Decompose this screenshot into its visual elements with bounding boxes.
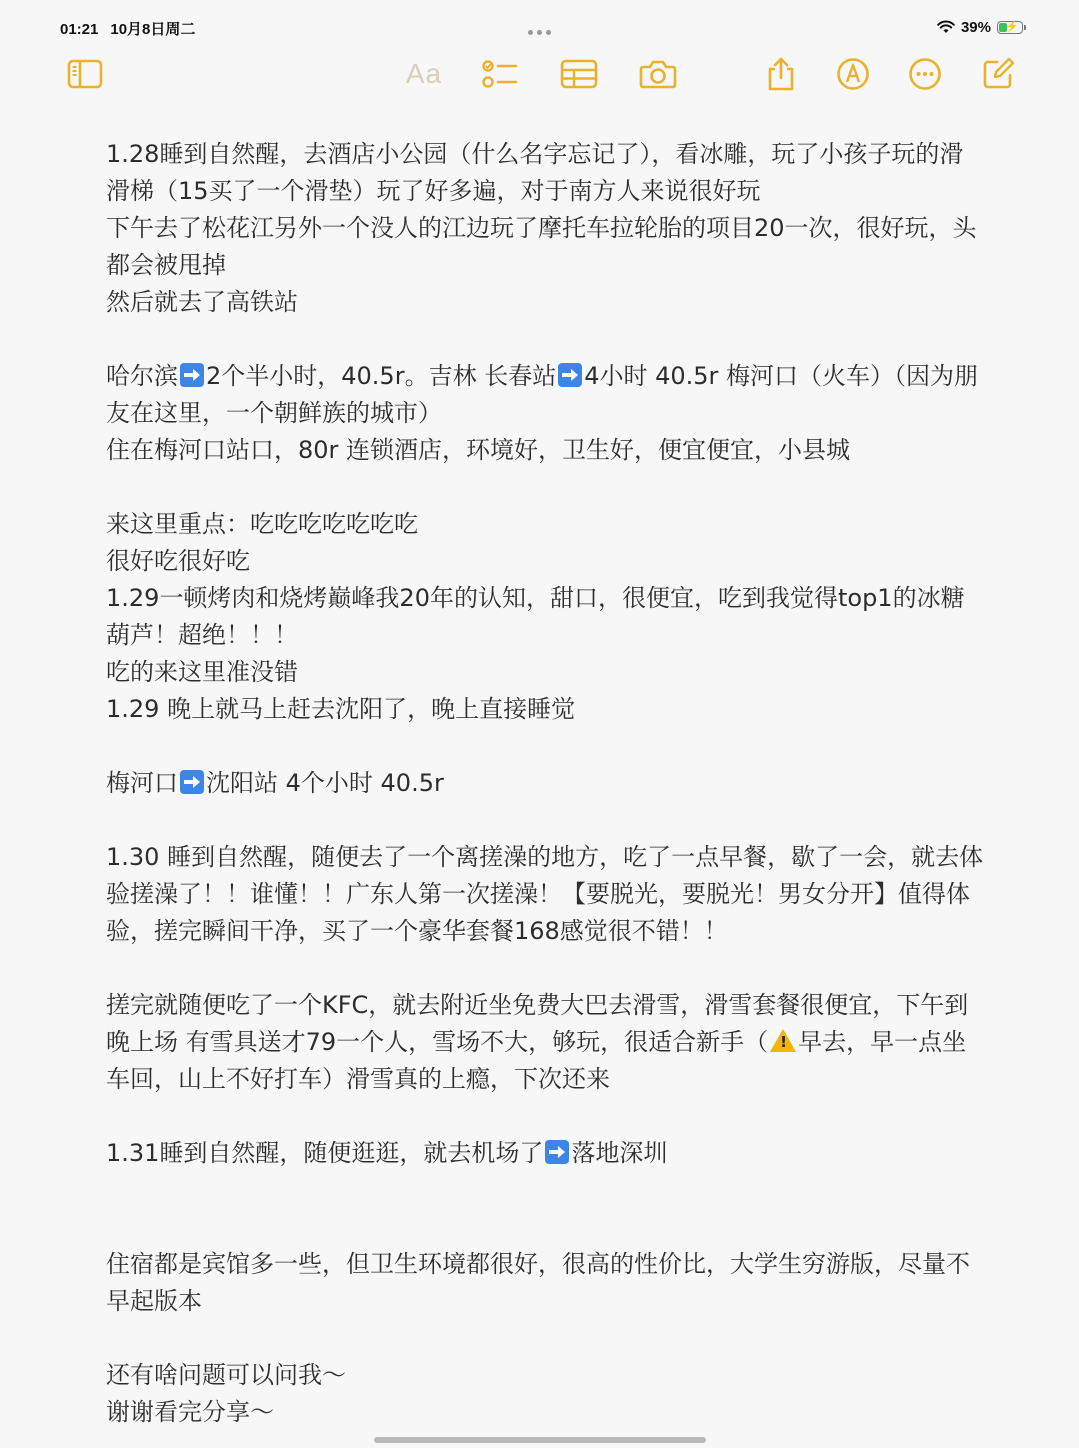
note-line	[106, 987, 986, 1098]
charging-bolt-icon: ⚡	[1005, 20, 1019, 33]
note-text: 4小时 40.5r 梅河口（火车）（因为朋友在这里，一个朝鲜族的城市）	[106, 362, 979, 427]
wifi-icon	[937, 20, 955, 34]
note-line: 1.29一顿烤肉和烧烤巅峰我20年的认知，甜口，很便宜，吃到我觉得top1的冰糖葫芦！超绝！！！	[106, 584, 965, 649]
checklist-icon[interactable]	[480, 54, 520, 94]
markup-icon[interactable]	[833, 54, 873, 94]
compose-icon[interactable]	[978, 54, 1018, 94]
table-icon[interactable]	[559, 54, 599, 94]
share-icon[interactable]	[761, 54, 801, 94]
sidebar-icon[interactable]	[65, 54, 105, 94]
format-icon[interactable]	[402, 54, 446, 94]
note-line: 还有啥问题可以问我～	[106, 1361, 346, 1389]
note-line: 然后就去了高铁站	[106, 288, 298, 316]
note-line: 1.29 晚上就马上赶去沈阳了，晚上直接睡觉	[106, 695, 576, 723]
status-time-date	[60, 18, 207, 39]
note-text: 梅河口	[106, 769, 178, 797]
note-line: 住宿都是宾馆多一些，但卫生环境都很好，很高的性价比，大学生穷游版，尽量不早起版本	[106, 1250, 970, 1315]
note-line	[106, 1135, 986, 1172]
home-indicator[interactable]	[374, 1437, 706, 1443]
note-line: 1.30 睡到自然醒，随便去了一个离搓澡的地方，吃了一点早餐，歇了一会，就去体验搓澡了！！谁懂！！广东人第一次搓澡！【要脱光，要脱光！男女分开】值得体验，搓完瞬间干净，买了一个豪华套餐168感觉很不错！！	[106, 843, 984, 945]
right-arrow-icon	[558, 363, 582, 387]
multitasking-dots-icon[interactable]	[526, 20, 556, 32]
note-line: 来这里重点：吃吃吃吃吃吃吃	[106, 510, 418, 538]
note-text: 早去，早一点坐车回，山上不好打车）滑雪真的上瘾，下次还来	[106, 1028, 967, 1093]
note-line: 谢谢看完分享～	[106, 1398, 274, 1426]
warning-icon	[770, 1029, 796, 1052]
status-date: 10月8日周二	[110, 21, 196, 38]
note-text: 1.31睡到自然醒，随便逛逛，就去机场了	[106, 1139, 544, 1167]
note-text: 2个半小时，40.5r。吉林 长春站	[206, 362, 557, 390]
right-arrow-icon	[180, 363, 204, 387]
status-indicators	[937, 17, 1023, 37]
note-text: 哈尔滨	[106, 362, 178, 390]
notes-toolbar	[0, 48, 1079, 98]
note-line	[106, 358, 986, 432]
camera-icon[interactable]	[638, 54, 678, 94]
note-line	[106, 765, 986, 802]
more-icon[interactable]	[905, 54, 945, 94]
note-text: 搓完就随便吃了一个KFC，就去附近坐免费大巴去滑雪，滑雪套餐很便宜，下午到晚上场 有雪具送才79一个人，雪场不大，够玩，很适合新手（	[106, 991, 969, 1056]
note-line: 很好吃很好吃	[106, 547, 250, 575]
battery-percent: 39%	[960, 18, 991, 36]
status-bar	[0, 0, 1079, 50]
note-line: 吃的来这里准没错	[106, 658, 298, 686]
note-line: 住在梅河口站口，80r 连锁酒店，环境好，卫生好，便宜便宜，小县城	[106, 436, 851, 464]
right-arrow-icon	[545, 1140, 569, 1164]
note-body[interactable]	[106, 136, 986, 1431]
right-arrow-icon	[180, 770, 204, 794]
battery-icon	[997, 21, 1023, 34]
status-time: 01:21	[60, 21, 99, 38]
note-line: 1.28睡到自然醒，去酒店小公园（什么名字忘记了），看冰雕，玩了小孩子玩的滑滑梯（15买了一个滑垫）玩了好多遍，对于南方人来说很好玩	[106, 140, 964, 205]
note-line: 下午去了松花江另外一个没人的江边玩了摩托车拉轮胎的项目20一次，很好玩，头都会被甩掉	[106, 214, 977, 279]
note-text: 沈阳站 4个小时 40.5r	[206, 769, 444, 797]
note-text: 落地深圳	[571, 1139, 668, 1167]
format-label: Aa	[405, 58, 443, 89]
